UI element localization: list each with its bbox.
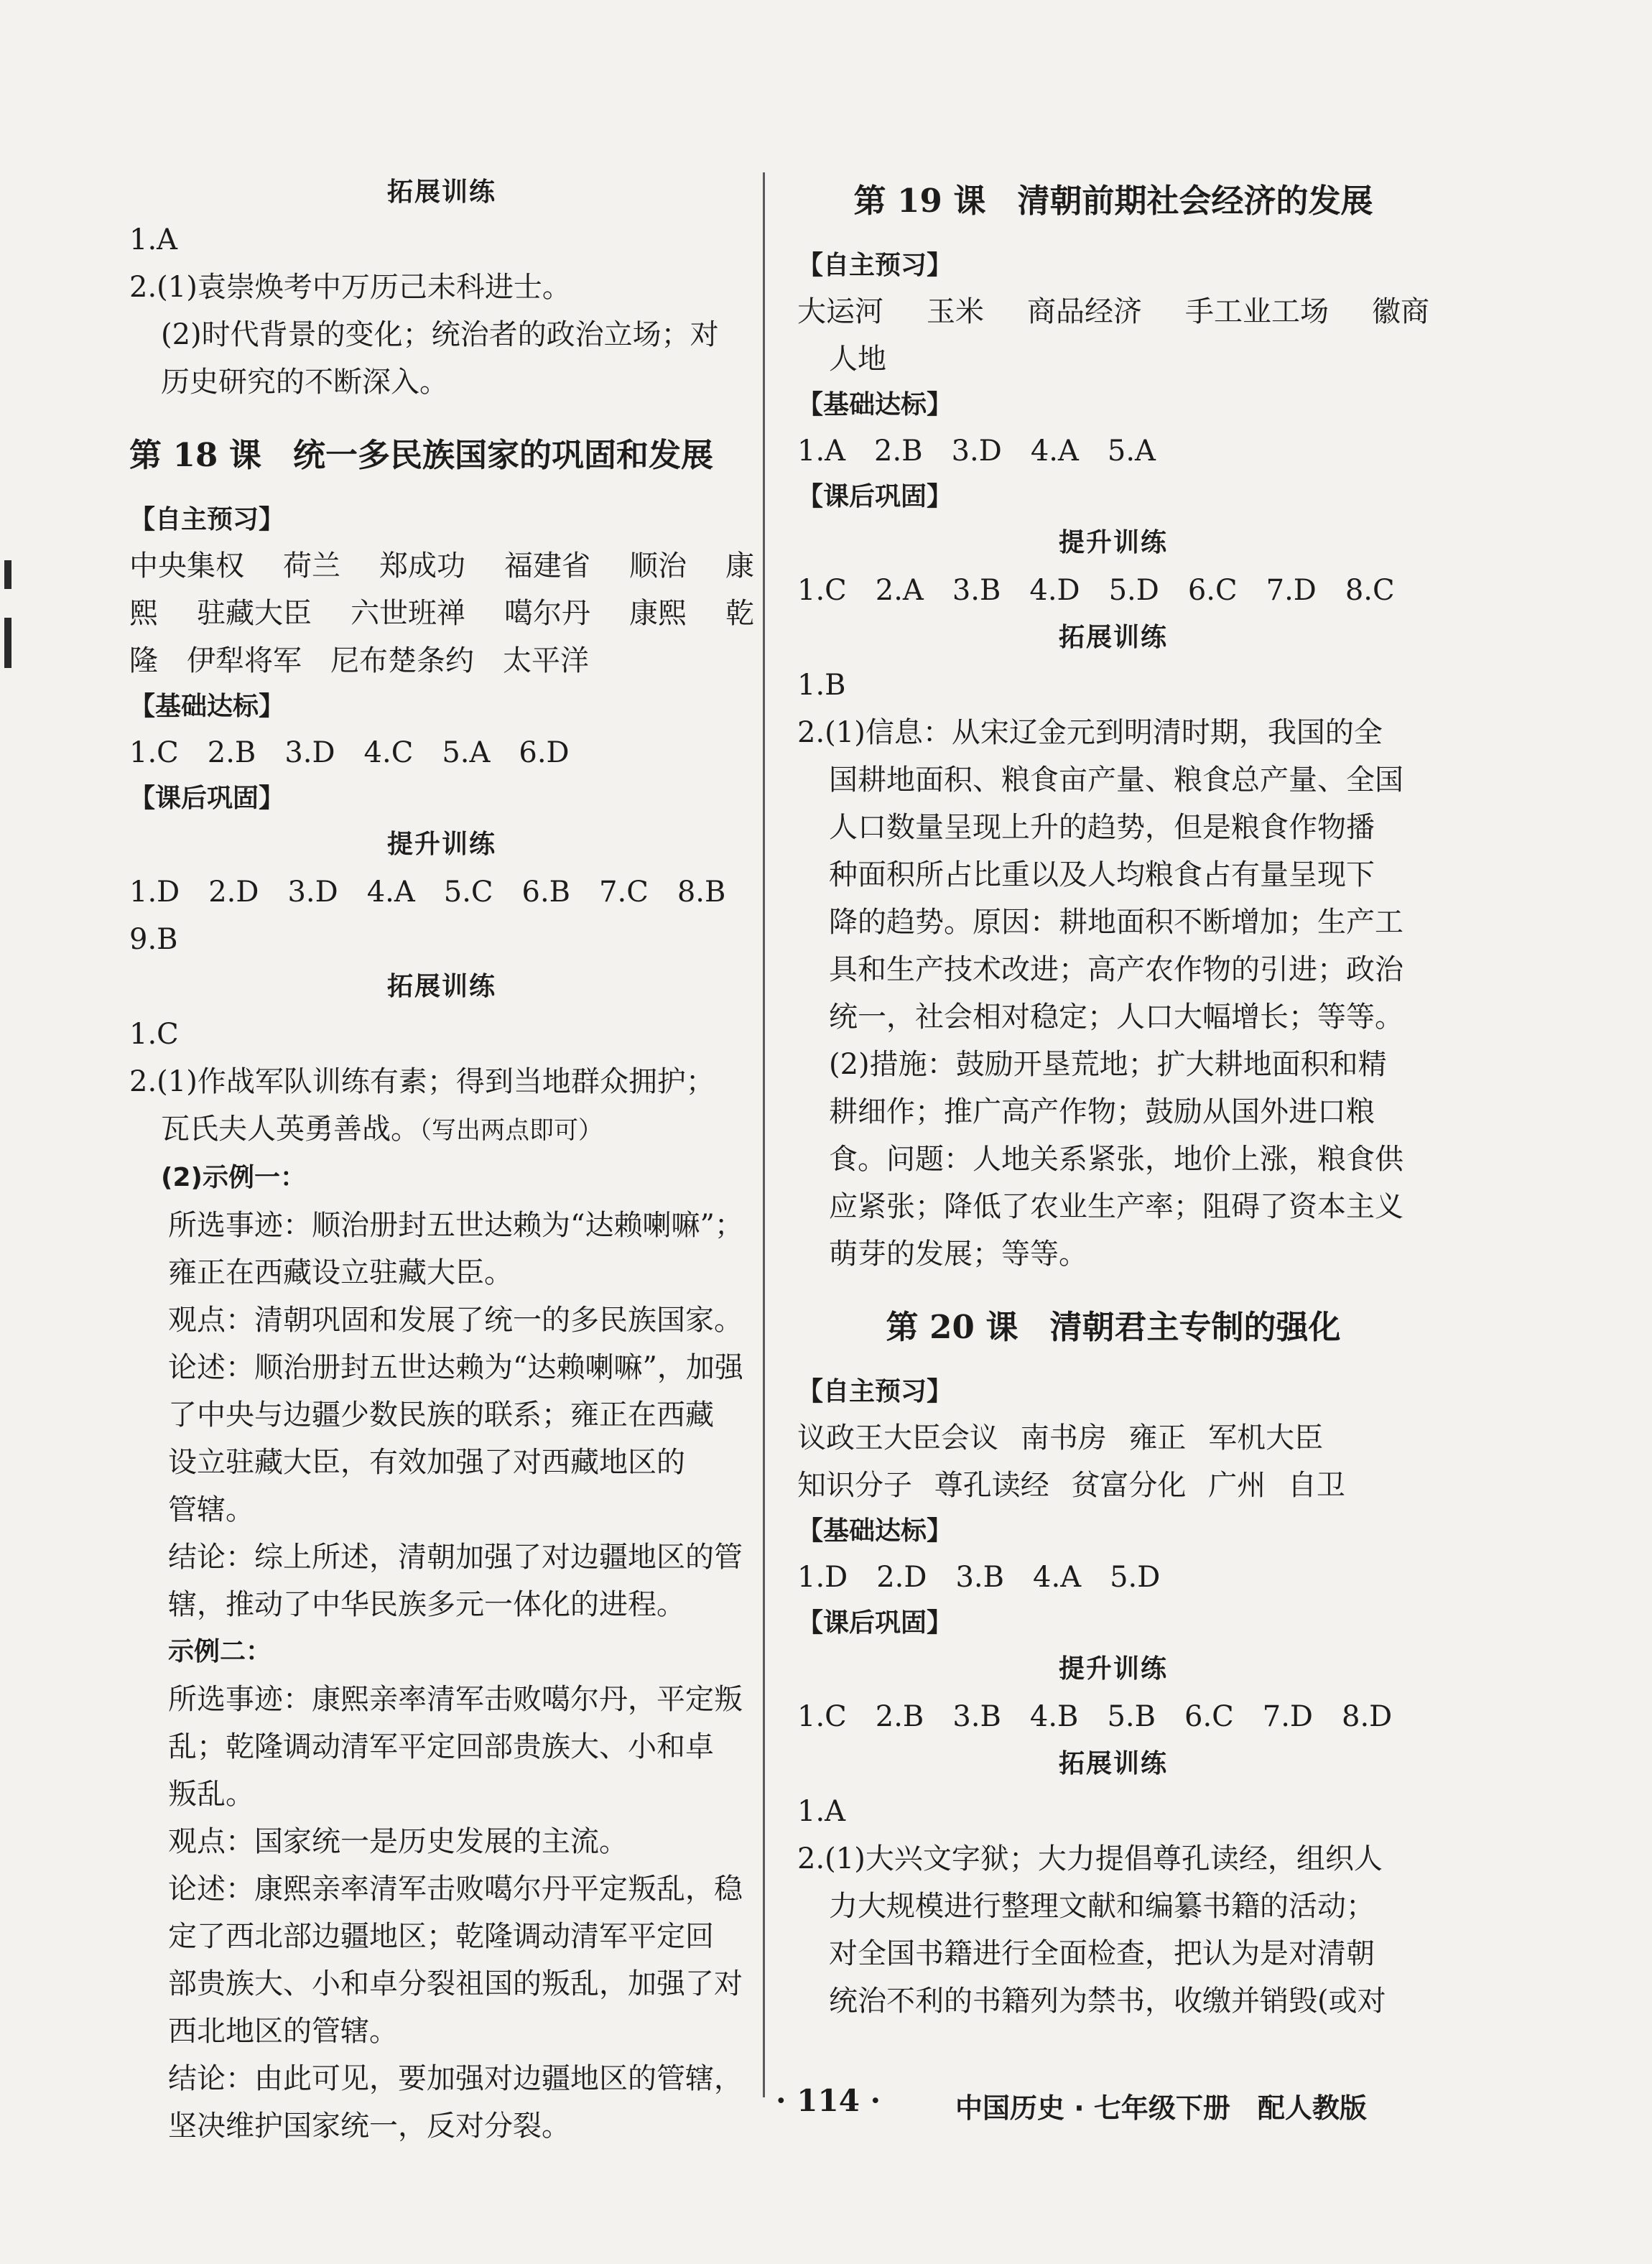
answer-line: 力大规模进行整理文献和编纂书籍的活动； [829, 1890, 1375, 1923]
answer-line: 结论：综上所述，清朝加强了对边疆地区的管 [168, 1541, 743, 1574]
answer-line: 食。问题：人地关系紧张，地价上涨，粮食供 [829, 1143, 1403, 1176]
answer-line: 设立驻藏大臣，有效加强了对西藏地区的 [168, 1446, 685, 1479]
answer-line: 1.A [797, 1795, 846, 1828]
term: 徽商 [1372, 295, 1429, 328]
answer-line: 2.(1)作战军队训练有素；得到当地群众拥护； [129, 1065, 715, 1098]
answer-line: 人口数量呈现上升的趋势，但是粮食作物播 [829, 811, 1375, 844]
left-column [129, 169, 754, 2150]
term: 议政王大臣会议 [797, 1421, 998, 1455]
answer-line: 种面积所占比重以及人均粮食占有量呈现下 [829, 858, 1375, 891]
term: 康 [725, 549, 754, 583]
answer-line: 雍正在西藏设立驻藏大臣。 [168, 1256, 513, 1289]
answer-line: 耕细作；推广高产作物；鼓励从国外进口粮 [829, 1095, 1375, 1128]
term: 玉米 [927, 295, 984, 328]
binding-mark [4, 618, 11, 668]
term: 大运河 [797, 295, 883, 328]
term: 乾 [725, 597, 754, 630]
preview-line: 隆 伊犁将军 尼布楚条约 太平洋 [129, 644, 589, 677]
term: 荷兰 [283, 549, 340, 583]
answer-line: (2)时代背景的变化；统治者的政治立场；对 [161, 318, 719, 351]
answer-line: 观点：清朝巩固和发展了统一的多民族国家。 [168, 1304, 743, 1337]
right-column [797, 169, 1429, 2025]
answer-line: 观点：国家统一是历史发展的主流。 [168, 1825, 628, 1858]
answer-line: 2.(1)袁崇焕考中万历己未科进士。 [129, 271, 571, 304]
answer-line: 1.C 2.B 3.D 4.C 5.A 6.D [129, 736, 570, 769]
answer-line: 所选事迹：顺治册封五世达赖为“达赖喇嘛”； [168, 1209, 743, 1242]
answer-line: 1.C 2.B 3.B 4.B 5.B 6.C 7.D 8.D [797, 1700, 1393, 1733]
book-title: 中国历史 · 七年级下册 配人教版 [955, 2092, 1367, 2124]
section-heading: 拓展训练 [1058, 1749, 1168, 1778]
section-heading: 提升训练 [1058, 1654, 1168, 1684]
answer-line: 统一，社会相对稳定；人口大幅增长；等等。 [829, 1001, 1403, 1034]
preview-line [129, 590, 754, 637]
answer-line: 国耕地面积、粮食亩产量、粮食总产量、全国 [829, 764, 1403, 797]
term: 郑成功 [379, 549, 465, 583]
term: 福建省 [504, 549, 590, 583]
lesson-name: 清朝君主专制的强化 [1049, 1308, 1341, 1346]
answer-line: 2.(1)大兴文字狱；大力提倡尊孔读经，组织人 [797, 1842, 1383, 1875]
term: 驻藏大臣 [197, 597, 312, 630]
answer-line: 结论：由此可见，要加强对边疆地区的管辖， [168, 2062, 743, 2095]
answer-line: 乱；乾隆调动清军平定回部贵族大、小和卓 [168, 1730, 714, 1763]
answer-line: 定了西北部边疆地区；乾隆调动清军平定回 [168, 1920, 714, 1953]
answer-line: 1.B [797, 669, 846, 702]
term: 贫富分化 [1071, 1469, 1187, 1502]
answer-text: 瓦氏夫人英勇善战。 [161, 1113, 419, 1146]
term: 熙 [129, 597, 158, 630]
section-label: 【课后巩固】 [797, 482, 953, 511]
section-label: 【基础达标】 [129, 692, 285, 721]
binding-mark [4, 560, 11, 589]
lesson-number: 第 20 课 [886, 1308, 1018, 1346]
answer-line: 1.C [129, 1018, 179, 1051]
answer-line: 部贵族大、小和卓分裂祖国的叛乱，加强了对 [168, 1967, 743, 2000]
term: 顺治 [629, 549, 687, 583]
term: 手工业工场 [1185, 295, 1329, 328]
section-heading: 拓展训练 [386, 972, 496, 1001]
preview-line [797, 1462, 1429, 1509]
answer-line: 对全国书籍进行全面检查，把认为是对清朝 [829, 1937, 1375, 1970]
answer-line: (2)措施：鼓励开垦荒地；扩大耕地面积和精 [829, 1048, 1387, 1081]
lesson-number: 第 19 课 [853, 182, 986, 220]
answer-line: 了中央与边疆少数民族的联系；雍正在西藏 [168, 1398, 714, 1432]
section-label: 【自主预习】 [129, 505, 285, 534]
answer-line: 论述：顺治册封五世达赖为“达赖喇嘛”，加强 [168, 1351, 743, 1384]
answer-line: 1.A 2.B 3.D 4.A 5.A [797, 435, 1156, 468]
preview-line [129, 542, 754, 590]
term: 雍正 [1128, 1421, 1187, 1455]
answer-line: 历史研究的不断深入。 [161, 366, 448, 399]
section-label: 【自主预习】 [797, 1377, 953, 1406]
section-heading: 拓展训练 [386, 177, 496, 207]
lesson-name: 统一多民族国家的巩固和发展 [292, 436, 713, 474]
answer-line: 叛乱。 [168, 1778, 254, 1811]
answer-line: 管辖。 [168, 1493, 254, 1526]
answer-line: 萌芽的发展；等等。 [829, 1238, 1087, 1271]
answer-line: 2.(1)信息：从宋辽金元到明清时期，我国的全 [797, 716, 1383, 749]
term: 中央集权 [129, 549, 244, 583]
term: 噶尔丹 [504, 597, 590, 630]
preview-line [797, 1414, 1429, 1462]
section-label: 【基础达标】 [797, 1516, 953, 1546]
example-label: 示例二： [168, 1637, 272, 1666]
section-label: 【自主预习】 [797, 251, 953, 280]
term: 康熙 [629, 597, 687, 630]
answer-line: 降的趋势。原因：耕地面积不断增加；生产工 [829, 906, 1403, 939]
term: 尊孔读经 [934, 1469, 1049, 1502]
answer-line: 具和生产技术改进；高产农作物的引进；政治 [829, 953, 1403, 986]
section-label: 【课后巩固】 [797, 1608, 953, 1638]
answer-line [129, 1105, 754, 1154]
term: 自卫 [1287, 1469, 1345, 1502]
term: 南书房 [1020, 1421, 1107, 1455]
answer-line: 所选事迹：康熙亲率清军击败噶尔丹，平定叛 [168, 1683, 743, 1716]
section-label: 【基础达标】 [797, 390, 953, 419]
lesson-title [797, 1295, 1429, 1360]
answer-line: 9.B [129, 923, 178, 956]
answer-line: 坚决维护国家统一，反对分裂。 [168, 2110, 570, 2143]
answer-line: 1.D 2.D 3.B 4.A 5.D [797, 1561, 1161, 1594]
page-number: · 114 · [776, 2083, 881, 2118]
term: 知识分子 [797, 1469, 912, 1502]
answer-line: 1.D 2.D 3.D 4.A 5.C 6.B 7.C 8.B [129, 876, 726, 909]
lesson-name: 清朝前期社会经济的发展 [1017, 182, 1373, 220]
section-heading: 拓展训练 [1058, 623, 1168, 652]
term: 商品经济 [1027, 295, 1142, 328]
section-label: 【课后巩固】 [129, 784, 285, 813]
answer-line: 西北地区的管辖。 [168, 2015, 398, 2048]
lesson-number: 第 18 课 [129, 436, 261, 474]
answer-line: 1.C 2.A 3.B 4.D 5.D 6.C 7.D 8.C [797, 574, 1395, 607]
page-footer [776, 2083, 1422, 2140]
answer-line: 统治不利的书籍列为禁书，收缴并销毁(或对 [829, 1985, 1386, 2018]
answer-note: （写出两点即可） [419, 1116, 603, 1145]
section-heading: 提升训练 [386, 830, 496, 859]
section-heading: 提升训练 [1058, 528, 1168, 557]
answer-line: 1.A [129, 223, 178, 256]
column-divider [763, 172, 765, 2097]
answer-line: 辖，推动了中华民族多元一体化的进程。 [168, 1588, 685, 1621]
term: 广州 [1208, 1469, 1266, 1502]
preview-line: 人地 [829, 343, 886, 376]
answer-line: 应紧张；降低了农业生产率；阻碍了资本主义 [829, 1190, 1403, 1223]
term: 军机大臣 [1208, 1421, 1324, 1455]
lesson-title [129, 423, 754, 488]
preview-line [797, 288, 1429, 335]
lesson-title [797, 169, 1429, 233]
term: 六世班禅 [351, 597, 465, 630]
example-label: (2)示例一： [161, 1163, 306, 1192]
answer-line: 论述：康熙亲率清军击败噶尔丹平定叛乱，稳 [168, 1873, 743, 1906]
